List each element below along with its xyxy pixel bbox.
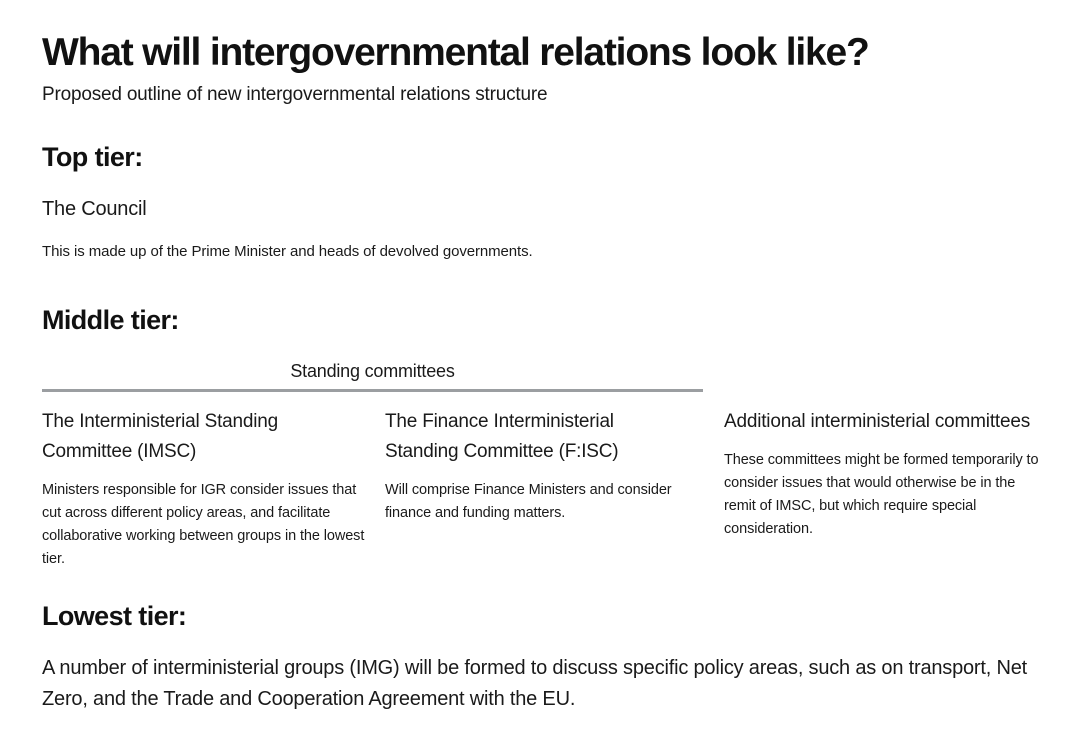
committee-columns — [42, 407, 1043, 571]
committee-card-additional — [724, 407, 1044, 571]
page-header — [42, 30, 1043, 106]
committee-card-imsc — [42, 407, 385, 571]
lowest-tier-description: A number of interministerial groups (IMG) will be formed to discuss specific policy areas, such as on transport, Net Zero, and the Trade and Cooperation Agreement with the EU. — [42, 656, 1027, 710]
committee-description-imsc: Ministers responsible for IGR consider issues that cut across different policy areas, and facilitate collaborative working between groups in the lowest tier. — [42, 481, 365, 567]
committee-description-fisc: Will comprise Finance Ministers and consider finance and funding matters. — [385, 481, 672, 521]
page-subtitle: Proposed outline of new intergovernmental relations structure — [42, 83, 548, 105]
standing-committees-label: Standing committees — [290, 360, 455, 381]
top-tier-section — [42, 142, 1043, 263]
top-tier-description: This is made up of the Prime Minister and heads of devolved governments. — [42, 242, 533, 260]
top-tier-heading: Top tier: — [42, 141, 143, 172]
committee-name-imsc: The Interministerial Standing Committee (IMSC) — [42, 410, 279, 462]
page-title: What will intergovernmental relations look like? — [42, 31, 869, 74]
committee-name-fisc: The Finance Interministerial Standing Committee (F:ISC) — [385, 410, 619, 462]
middle-tier-heading: Middle tier: — [42, 304, 179, 335]
committee-description-additional: These committees might be formed temporarily to consider issues that would otherwise be in the remit of IMSC, but which require special consideration. — [724, 451, 1039, 537]
lowest-tier-section — [42, 601, 1043, 715]
standing-committees-divider — [42, 389, 703, 392]
committee-name-additional: Additional interministerial committees — [724, 410, 1031, 432]
committee-card-fisc — [385, 407, 724, 571]
lowest-tier-heading: Lowest tier: — [42, 600, 187, 631]
middle-tier-section — [42, 305, 1043, 571]
top-tier-entity-name: The Council — [42, 197, 147, 220]
standing-committees-group-header — [42, 361, 703, 392]
